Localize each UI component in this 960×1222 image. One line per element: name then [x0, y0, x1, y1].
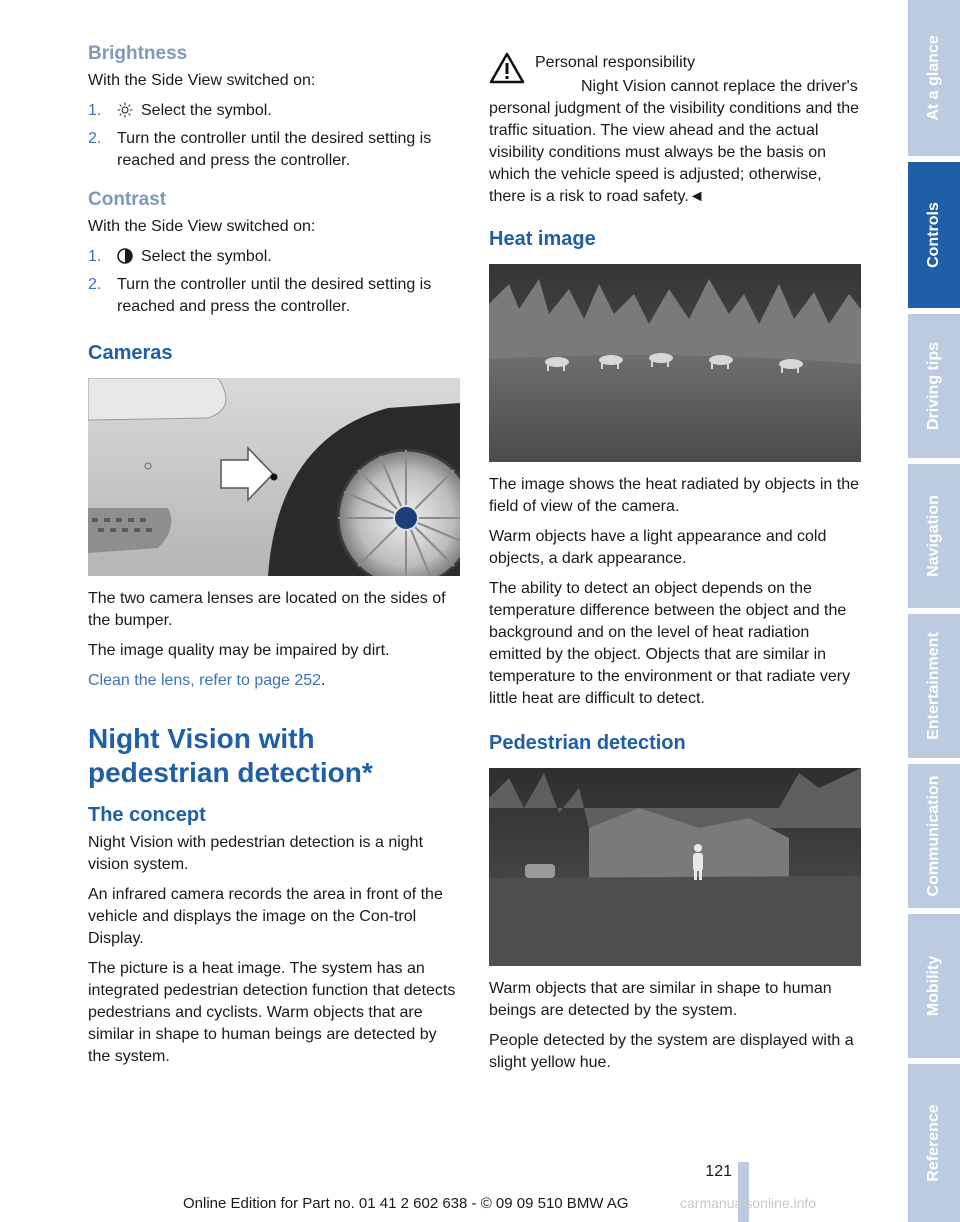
watermark: carmanualsonline.info	[680, 1195, 817, 1211]
heat-image-photo	[489, 264, 861, 462]
page-number-bar	[738, 1162, 749, 1222]
step-number: 1.	[88, 102, 102, 119]
contrast-step-1	[88, 246, 461, 268]
tab-controls[interactable]	[908, 162, 960, 308]
camera-location-photo	[88, 378, 460, 576]
concept-text-1: Night Vision with pedestrian detection is a night vision system.	[88, 834, 424, 873]
pedestrian-text-1: Warm objects that are similar in shape to human beings are detected by the system.	[489, 980, 832, 1019]
tab-label: At a glance	[925, 35, 942, 121]
link-suffix: .	[321, 672, 326, 689]
tab-navigation[interactable]	[908, 464, 960, 608]
right-column	[489, 52, 862, 1082]
tab-entertainment[interactable]	[908, 614, 960, 758]
tab-label: Driving tips	[925, 341, 942, 431]
concept-heading: The concept	[88, 804, 206, 826]
warning-box	[489, 52, 862, 208]
step-text: Turn the controller until the desired setting is reached and press the controller.	[117, 276, 432, 315]
step-text: Turn the controller until the desired setting is reached and press the controller.	[117, 130, 432, 169]
left-column	[88, 42, 461, 1076]
concept-text-2: An infrared camera records the area in front of the vehicle and displays the image on the Con-trol Display.	[88, 886, 443, 947]
warning-title: Personal responsibility	[535, 54, 696, 71]
brightness-step-2	[88, 128, 461, 172]
page-number: 121	[705, 1163, 732, 1180]
heat-text-3: The ability to detect an object depends on the temperature difference between the object and the background and on the level of heat radiation emitted by the object. Objects that are similar in temperature to the environment or that radiate very little heat are difficult to detect.	[489, 580, 851, 707]
brightness-intro: With the Side View switched on:	[88, 72, 316, 89]
step-text: Select the symbol.	[141, 102, 272, 119]
tab-communication[interactable]	[908, 764, 960, 908]
cameras-text-1: The two camera lenses are located on the sides of the bumper.	[88, 590, 446, 629]
brightness-sun-icon	[117, 102, 133, 118]
tab-reference[interactable]	[908, 1064, 960, 1222]
brightness-steps	[88, 100, 461, 172]
contrast-steps	[88, 246, 461, 318]
concept-text-3: The picture is a heat image. The system has an integrated pedestrian detection function that detects pedestrians and cyclists. Warm objects that are similar in shape to human beings are detected by the system.	[88, 960, 456, 1065]
contrast-intro: With the Side View switched on:	[88, 218, 316, 235]
heat-text-1: The image shows the heat radiated by objects in the field of view of the camera.	[489, 476, 859, 515]
tab-label: Entertainment	[925, 632, 942, 740]
heat-text-2: Warm objects have a light appearance and cold objects, a dark appearance.	[489, 528, 827, 567]
step-number: 2.	[88, 130, 102, 147]
step-number: 2.	[88, 276, 102, 293]
tab-label: Mobility	[925, 955, 942, 1017]
tab-label: Reference	[925, 1104, 942, 1182]
pedestrian-detection-photo	[489, 768, 861, 966]
chapter-sidebar	[908, 0, 960, 1222]
warning-triangle-icon	[489, 52, 525, 84]
cameras-heading: Cameras	[88, 342, 173, 364]
cameras-link-paragraph	[88, 670, 461, 692]
tab-label: Navigation	[925, 495, 942, 577]
pedestrian-heading: Pedestrian detection	[489, 732, 686, 754]
tab-at-a-glance[interactable]	[908, 0, 960, 156]
tab-label: Communication	[925, 775, 942, 897]
step-number: 1.	[88, 248, 102, 265]
contrast-step-2	[88, 274, 461, 318]
tab-driving-tips[interactable]	[908, 314, 960, 458]
step-text: Select the symbol.	[141, 248, 272, 265]
tab-mobility[interactable]	[908, 914, 960, 1058]
warning-text: Night Vision cannot replace the driver's personal judgment of the visibility conditions and the traffic situation. The view ahead and the actual visibility conditions must always be the basis on which the vehicle speed is adjusted; otherwise, there is a risk to road safety.◄	[489, 78, 859, 205]
tab-label: Controls	[925, 202, 942, 268]
contrast-heading: Contrast	[88, 189, 167, 210]
clean-lens-link[interactable]: Clean the lens, refer to page 252	[88, 672, 322, 689]
brightness-step-1	[88, 100, 461, 122]
brightness-heading: Brightness	[88, 43, 188, 64]
pedestrian-text-2: People detected by the system are displayed with a slight yellow hue.	[489, 1032, 854, 1071]
cameras-text-2: The image quality may be impaired by dirt.	[88, 642, 390, 659]
heat-image-heading: Heat image	[489, 228, 596, 250]
footer-edition: Online Edition for Part no. 01 41 2 602 638 - © 09 09 510 BMW AG	[183, 1195, 629, 1212]
contrast-icon	[117, 248, 133, 264]
night-vision-heading: Night Vision with pedestrian detection*	[88, 723, 373, 788]
